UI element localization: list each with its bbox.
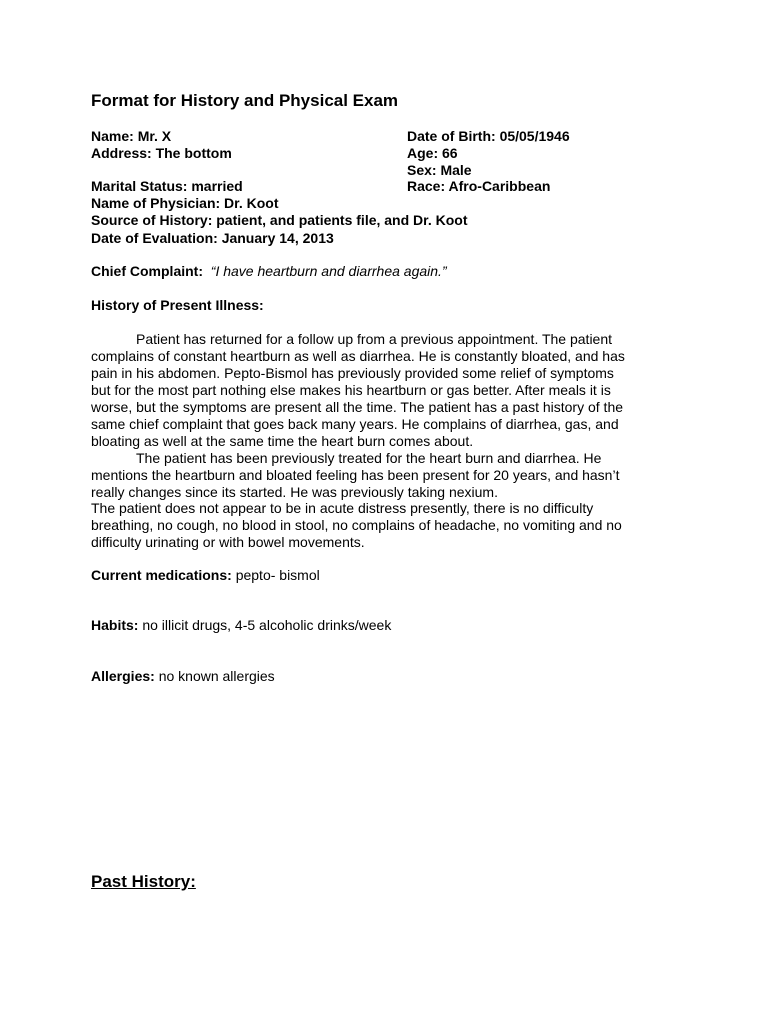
allergies-label: Allergies: [91,668,155,684]
patient-age [407,145,458,162]
marital-label: Marital Status: [91,178,192,194]
hpi-p3-line: difficulty urinating or with bowel movements. [91,534,365,550]
allergies [91,668,275,685]
patient-address [91,145,232,162]
hpi-p2-line: mentions the heartburn and bloated feeling has been present for 20 years, and hasn’t [91,467,620,483]
source-value: patient, and patients file, and Dr. Koot [216,212,468,228]
patient-race [407,178,550,195]
document-title: Format for History and Physical Exam [91,91,399,110]
age-value: 66 [442,145,458,161]
physician-name [91,195,279,212]
hpi-p1-line: Patient has returned for a follow up from a previous appointment. The patient [136,331,613,347]
patient-sex [407,162,472,179]
age-label: Age: [407,145,442,161]
address-label: Address: [91,145,156,161]
dob-label: Date of Birth: [407,128,500,144]
physician-value: Dr. Koot [224,195,279,211]
hpi-p1-line: complains of constant heartburn as well as diarrhea. He is constantly bloated, and has [91,348,625,364]
hpi-p1-line: pain in his abdomen. Pepto-Bismol has previously provided some relief of symptoms [91,365,614,381]
allergies-value: no known allergies [154,668,275,684]
marital-status [91,178,243,195]
hpi-p3-line: The patient does not appear to be in acute distress presently, there is no difficulty [91,500,594,516]
dob-value: 05/05/1946 [499,128,570,144]
date-of-birth [407,128,570,145]
physician-label: Name of Physician: [91,195,225,211]
habits [91,617,391,634]
current-medications [91,567,320,584]
chief-complaint [91,263,447,280]
sex-label: Sex: [407,162,441,178]
hpi-p1-line: bloating as well at the same time the heart burn comes about. [91,433,474,449]
medications-value: pepto- bismol [231,567,320,583]
marital-value: married [191,178,243,194]
hpi-p3-line: breathing, no cough, no blood in stool, no complains of headache, no vomiting and no [91,517,622,533]
address-value: The bottom [155,145,232,161]
hpi-paragraph-2 [91,450,681,501]
hpi-p1-line: same chief complaint that goes back many years. He complains of diarrhea, gas, and [91,416,619,432]
hpi-paragraph-3 [91,500,681,551]
hpi-p1-line: worse, but the symptoms are present all the time. The patient has a past history of the [91,399,624,415]
hpi-p1-line: but for the most part nothing else makes his heartburn or gas better. After meals it is [91,382,611,398]
sex-value: Male [440,162,472,178]
race-label: Race: [407,178,449,194]
habits-value: no illicit drugs, 4-5 alcoholic drinks/week [138,617,392,633]
chief-complaint-label: Chief Complaint: [91,263,203,279]
name-value: Mr. X [137,128,172,144]
past-history-heading: Past History: [91,872,196,891]
habits-label: Habits: [91,617,139,633]
hpi-paragraph-1 [91,331,681,450]
history-source [91,212,468,229]
race-value: Afro-Caribbean [448,178,551,194]
patient-name [91,128,171,145]
evaluation-date [91,230,334,247]
hpi-p2-line: really changes since its started. He was previously taking nexium. [91,484,498,500]
name-label: Name: [91,128,138,144]
hpi-p2-line: The patient has been previously treated for the heart burn and diarrhea. He [136,450,602,466]
chief-complaint-value: “I have heartburn and diarrhea again.” [210,263,447,279]
evaluation-label: Date of Evaluation: [91,230,222,246]
evaluation-value: January 14, 2013 [221,230,334,246]
hpi-heading: History of Present Illness: [91,297,264,313]
medications-label: Current medications: [91,567,232,583]
source-label: Source of History: [91,212,217,228]
